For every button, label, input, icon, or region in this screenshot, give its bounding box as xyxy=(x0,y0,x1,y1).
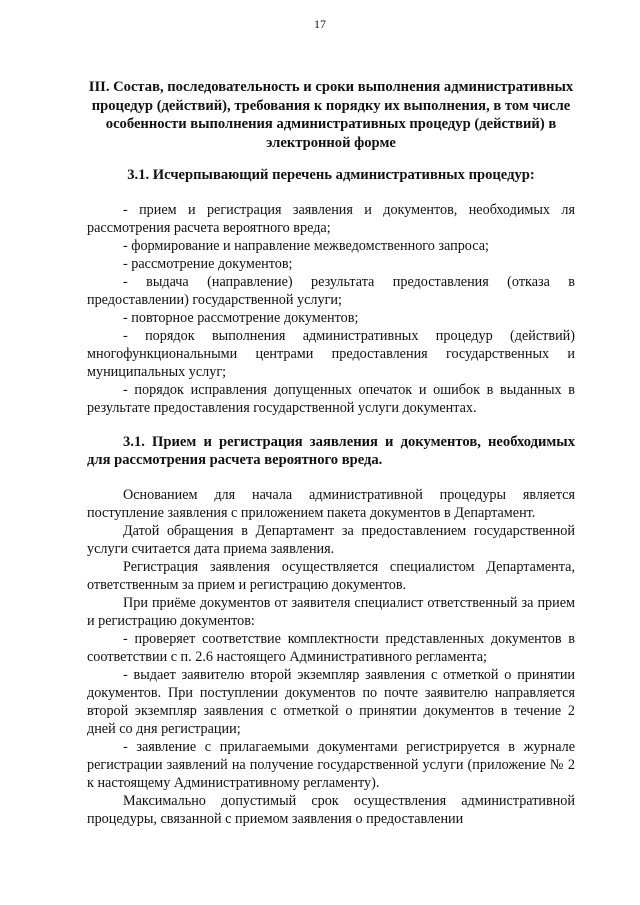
spacer xyxy=(87,417,575,433)
list-item: - повторное рассмотрение документов; xyxy=(123,309,359,326)
paragraph: При приёме документов от заявителя специалист ответственный за прием и регистрацию документов: xyxy=(87,594,575,629)
subsection-list-title: 3.1. Исчерпывающий перечень административных процедур: xyxy=(127,167,535,183)
paragraph: Основанием для начала административной процедуры является поступление заявления с приложением пакета документов в Департамент. xyxy=(87,486,575,521)
list-item: - порядок исправления допущенных опечаток и ошибок в выданных в результате предоставления государственной услуги документах. xyxy=(87,381,575,416)
list-item: - прием и регистрация заявления и документов, необходимых ля рассмотрения расчета вероятного вреда; xyxy=(87,201,575,236)
page-content xyxy=(87,78,575,828)
list-item: - формирование и направление межведомственного запроса; xyxy=(123,237,489,254)
list-item: - выдача (направление) результата предоставления (отказа в предоставлении) государственной услуги; xyxy=(87,273,575,308)
page-number: 17 xyxy=(314,17,326,31)
paragraph: - проверяет соответствие комплектности представленных документов в соответствии с п. 2.6 настоящего Административного регламента; xyxy=(87,630,575,665)
subsection-reception-title: 3.1. Прием и регистрация заявления и документов, необходимых для рассмотрения расчета вероятного вреда. xyxy=(87,433,575,468)
paragraph: - заявление с прилагаемыми документами регистрируется в журнале регистрации заявлений на получение государственной услуги (приложение № 2 к настоящему Административному регламенту). xyxy=(87,738,575,791)
reception-body xyxy=(87,486,575,828)
paragraph: Регистрация заявления осуществляется специалистом Департамента, ответственным за прием и регистрацию документов. xyxy=(87,558,575,593)
paragraph: - выдает заявителю второй экземпляр заявления с отметкой о принятии документов. При поступлении документов по почте заявителю направляется второй экземпляр заявления с отметкой о принятии документов в течение 2 дней со дня регистрации; xyxy=(87,666,575,737)
paragraph: Максимально допустимый срок осуществления административной процедуры, связанной с приемом заявления о предоставлении xyxy=(87,792,575,827)
paragraph: Датой обращения в Департамент за предоставлением государственной услуги считается дата приема заявления. xyxy=(87,522,575,557)
procedure-list xyxy=(87,201,575,417)
list-item: - порядок выполнения административных процедур (действий) многофункциональными центрами предоставления государственных и муниципальных услуг; xyxy=(87,327,575,380)
section-title: III. Состав, последовательность и сроки выполнения административных процедур (действий), требования к порядку их выполнения, в том числе особенности выполнения административных процедур (действий) в электронной форме xyxy=(88,79,574,151)
list-item: - рассмотрение документов; xyxy=(123,255,293,272)
